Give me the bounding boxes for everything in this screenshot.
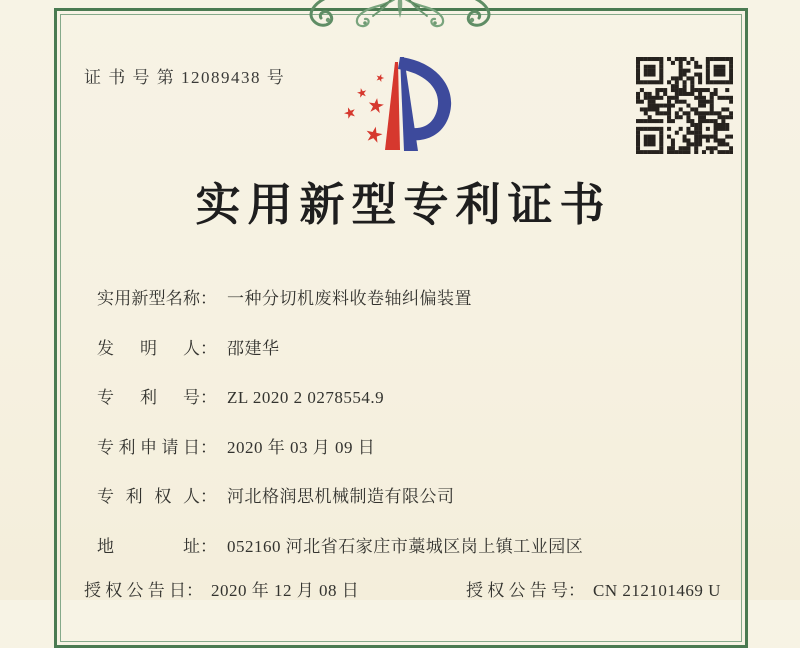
flourish-ornament-icon — [277, 0, 523, 36]
fields-section — [97, 284, 583, 581]
field-value: 一种分切机废料收卷轴纠偏装置 — [227, 289, 472, 308]
field-label: 专 利 申 请 日 — [97, 437, 200, 457]
field-colon: ： — [200, 536, 217, 556]
grant-date-label: 授 权 公 告 日 — [84, 581, 186, 600]
grant-date-row — [84, 576, 359, 601]
field-label: 发 明 人 — [97, 338, 200, 358]
qr-code — [636, 57, 733, 154]
field-colon: ： — [200, 289, 217, 308]
field-row-patentee — [97, 482, 583, 532]
field-colon: ： — [568, 581, 585, 600]
field-colon: ： — [186, 581, 203, 600]
field-value: 2020 年 03 月 09 日 — [227, 437, 376, 457]
grant-number-value: CN 212101469 U — [593, 581, 721, 600]
field-row-inventor — [97, 334, 583, 384]
field-value: 河北格润思机械制造有限公司 — [227, 487, 455, 506]
field-value: 052160 河北省石家庄市藁城区岗上镇工业园区 — [227, 536, 584, 556]
logo-stars — [343, 73, 386, 144]
field-row-address — [97, 532, 583, 582]
field-label: 专 利 权 人 — [97, 487, 200, 506]
cnipa-logo-icon — [338, 48, 460, 160]
field-colon: ： — [200, 437, 217, 457]
field-colon: ： — [200, 338, 217, 358]
field-label: 地 址 — [97, 536, 200, 556]
logo-red-wedge — [385, 62, 400, 150]
field-label: 专 利 号 — [97, 388, 200, 407]
certificate-title: 实用新型专利证书 — [195, 180, 612, 230]
field-row-patent-number — [97, 383, 583, 433]
grant-number-row — [466, 576, 721, 601]
field-row-invention-name — [97, 284, 583, 334]
field-row-filing-date — [97, 433, 583, 483]
grant-date-value: 2020 年 12 月 08 日 — [211, 581, 360, 600]
field-colon: ： — [200, 487, 217, 506]
field-label: 实用新型名称 — [97, 289, 200, 308]
certificate-number: 证 书 号 第 12089438 号 — [84, 68, 286, 87]
field-value: ZL 2020 2 0278554.9 — [227, 388, 385, 407]
field-colon: ： — [200, 388, 217, 407]
grant-number-label: 授 权 公 告 号 — [466, 581, 568, 600]
field-value: 邵建华 — [227, 338, 280, 358]
